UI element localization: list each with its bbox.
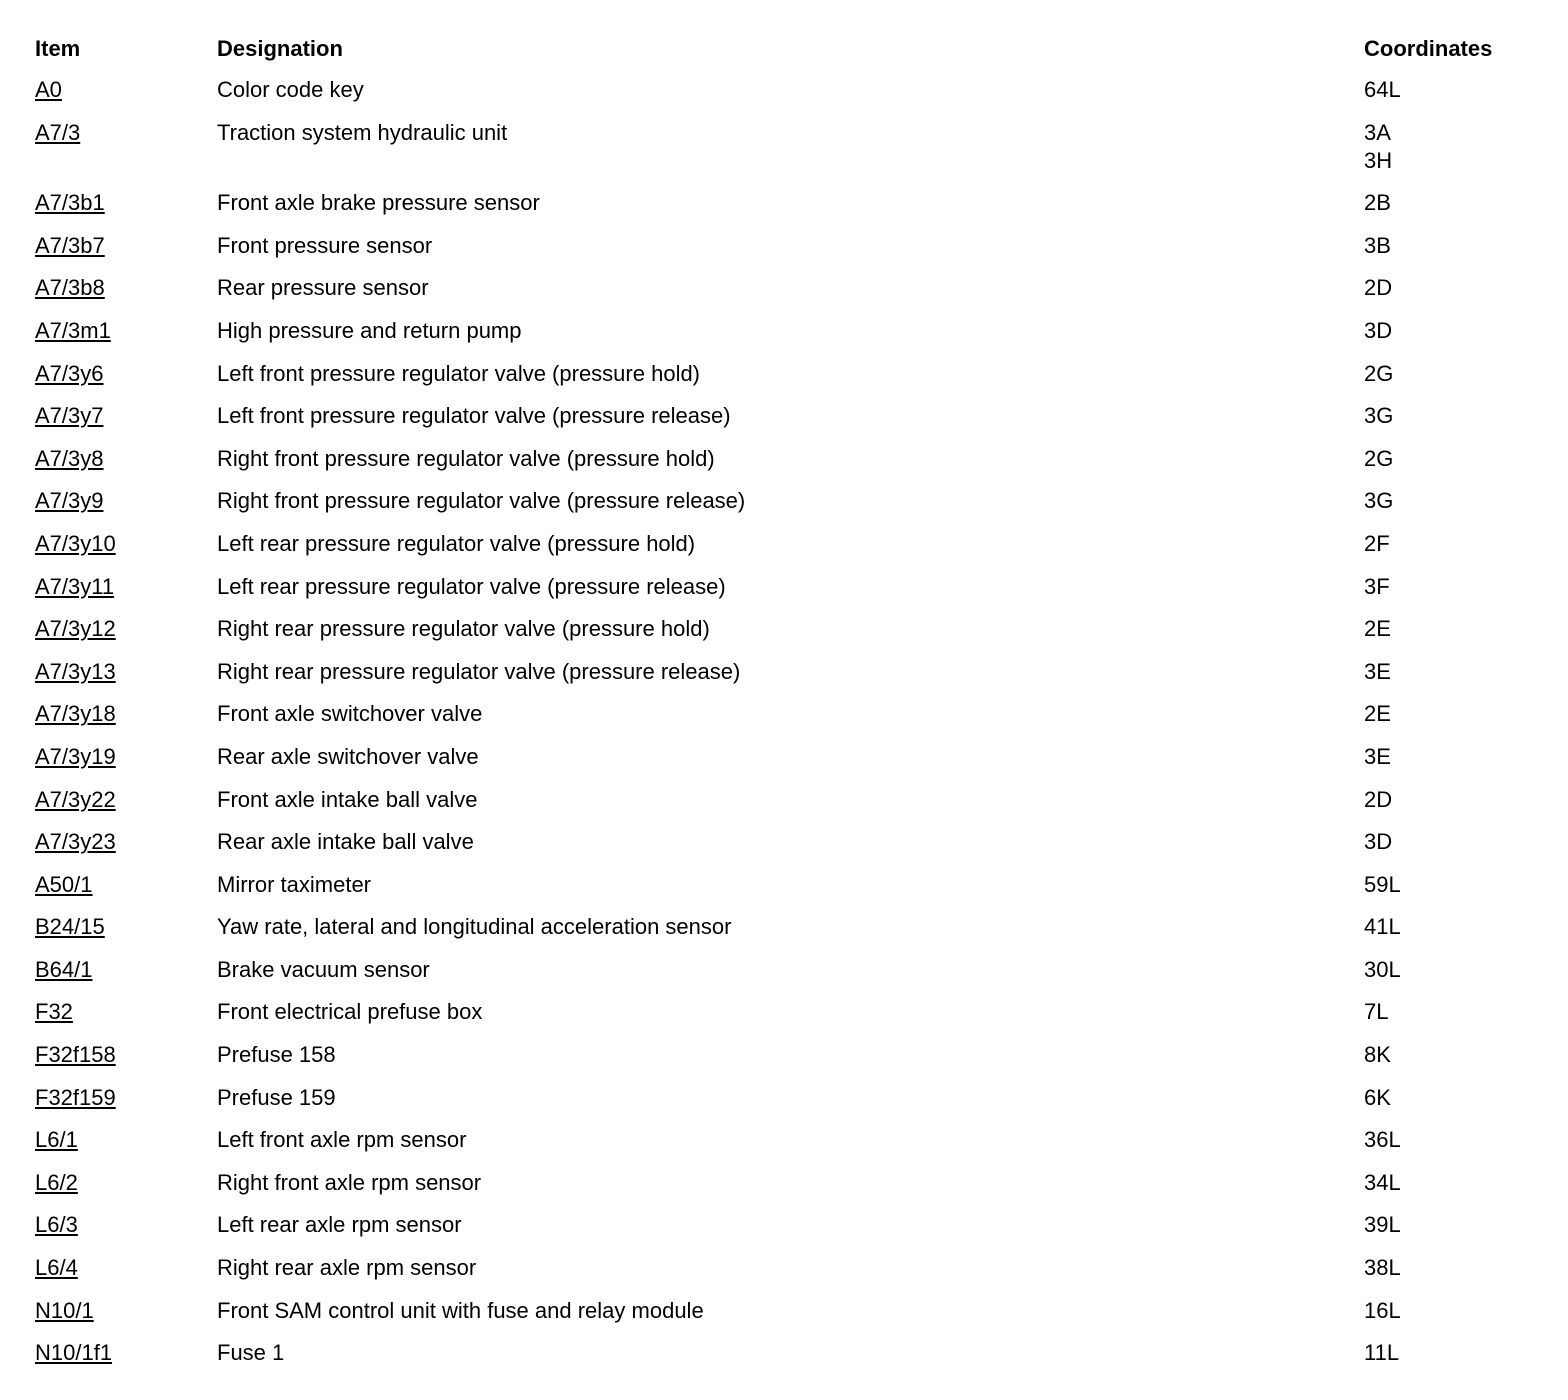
coordinates-cell <box>1364 615 1391 643</box>
table-row <box>0 786 1568 829</box>
item-link[interactable]: A7/3y19 <box>35 743 116 769</box>
designation-text: Right front pressure regulator valve (pressure release) <box>217 488 746 514</box>
designation-text: Right front pressure regulator valve (pressure hold) <box>217 445 715 471</box>
item-link[interactable]: A7/3b8 <box>35 275 105 301</box>
item-link[interactable]: A7/3 <box>35 119 81 145</box>
coordinate-value: 41L <box>1364 914 1401 940</box>
item-link[interactable]: L6/1 <box>35 1127 78 1153</box>
coordinates-cell <box>1364 1126 1401 1154</box>
item-link[interactable]: A7/3y18 <box>35 701 116 727</box>
table-row <box>0 743 1568 786</box>
coordinates-cell <box>1364 1297 1401 1325</box>
item-link[interactable]: A7/3y10 <box>35 530 116 556</box>
table-row <box>0 530 1568 573</box>
coordinate-value: 34L <box>1364 1169 1401 1195</box>
designation-text: Yaw rate, lateral and longitudinal acceleration sensor <box>217 914 732 940</box>
coordinate-value: 36L <box>1364 1127 1401 1153</box>
coordinate-value: 3G <box>1364 488 1394 514</box>
coordinate-value: 3E <box>1364 743 1391 769</box>
item-link[interactable]: B24/15 <box>35 914 105 940</box>
coordinate-value: 3G <box>1364 403 1394 429</box>
coordinate-value: 3D <box>1364 317 1393 343</box>
coordinates-cell <box>1364 189 1391 217</box>
header-designation: Designation <box>217 36 343 61</box>
item-link[interactable]: A7/3y11 <box>35 573 115 599</box>
table-row <box>0 76 1568 119</box>
coordinate-value: 59L <box>1364 871 1401 897</box>
coordinates-cell <box>1364 232 1391 260</box>
coordinates-cell <box>1364 487 1393 515</box>
designation-text: Front SAM control unit with fuse and relay module <box>217 1297 704 1323</box>
designation-text: High pressure and return pump <box>217 317 522 343</box>
designation-text: Fuse 1 <box>217 1340 285 1366</box>
header-coordinates: Coordinates <box>1364 36 1493 61</box>
coordinate-value: 38L <box>1364 1255 1401 1281</box>
designation-text: Left rear pressure regulator valve (pressure release) <box>217 573 726 599</box>
coordinates-cell <box>1364 1084 1391 1112</box>
table-row <box>0 317 1568 360</box>
coordinate-value: 3A <box>1364 119 1391 145</box>
item-link[interactable]: A7/3y7 <box>35 403 104 429</box>
coordinate-value: 2E <box>1364 701 1391 727</box>
coordinates-cell <box>1364 119 1392 175</box>
coordinate-value: 2G <box>1364 445 1394 471</box>
designation-text: Left front axle rpm sensor <box>217 1127 467 1153</box>
coordinate-value: 3E <box>1364 658 1391 684</box>
item-link[interactable]: A7/3y23 <box>35 829 116 855</box>
table-row <box>0 1297 1568 1340</box>
item-link[interactable]: L6/4 <box>35 1255 78 1281</box>
designation-text: Right rear axle rpm sensor <box>217 1255 477 1281</box>
designation-text: Mirror taximeter <box>217 871 372 897</box>
coordinates-cell <box>1364 445 1393 473</box>
table-row <box>0 1169 1568 1212</box>
designation-text: Front axle intake ball valve <box>217 786 478 812</box>
coordinate-value: 2D <box>1364 275 1393 301</box>
coordinate-value: 8K <box>1364 1042 1391 1068</box>
header-item: Item <box>35 36 81 61</box>
item-link[interactable]: A7/3y22 <box>35 786 116 812</box>
coordinates-cell <box>1364 786 1392 814</box>
coordinates-cell <box>1364 317 1392 345</box>
table-row <box>0 658 1568 701</box>
item-link[interactable]: F32f159 <box>35 1084 116 1110</box>
coordinate-value: 2G <box>1364 360 1394 386</box>
designation-text: Brake vacuum sensor <box>217 956 430 982</box>
coordinate-value: 11L <box>1364 1340 1400 1366</box>
coordinates-cell <box>1364 913 1401 941</box>
item-link[interactable]: A0 <box>35 77 62 102</box>
coordinate-value: 6K <box>1364 1084 1391 1110</box>
table-row <box>0 445 1568 488</box>
coordinates-cell <box>1364 1041 1391 1069</box>
table-row <box>0 402 1568 445</box>
table-row <box>0 1254 1568 1297</box>
designation-text: Prefuse 159 <box>217 1084 336 1110</box>
table-row <box>0 573 1568 616</box>
designation-text: Color code key <box>217 77 364 102</box>
coordinates-cell <box>1364 76 1401 104</box>
coordinates-cell <box>1364 998 1388 1026</box>
coordinates-cell <box>1364 1254 1401 1282</box>
table-row <box>0 1339 1568 1382</box>
item-link[interactable]: A7/3y12 <box>35 616 116 642</box>
coordinate-value: 2F <box>1364 530 1390 556</box>
item-link[interactable]: A7/3y9 <box>35 488 104 514</box>
item-link[interactable]: A7/3b7 <box>35 232 105 258</box>
table-row <box>0 1126 1568 1169</box>
item-link[interactable]: N10/1 <box>35 1297 94 1323</box>
table-row <box>0 360 1568 403</box>
designation-text: Left rear axle rpm sensor <box>217 1212 462 1238</box>
designation-text: Left rear pressure regulator valve (pressure hold) <box>217 530 696 556</box>
coordinates-cell <box>1364 1339 1399 1367</box>
coordinate-value: 3H <box>1364 147 1393 173</box>
designation-text: Left front pressure regulator valve (pressure hold) <box>217 360 701 386</box>
coordinate-value: 64L <box>1364 77 1401 102</box>
designation-text: Right front axle rpm sensor <box>217 1169 482 1195</box>
designation-text: Prefuse 158 <box>217 1042 336 1068</box>
table-header <box>0 34 1568 64</box>
coordinates-cell <box>1364 360 1393 388</box>
designation-text: Traction system hydraulic unit <box>217 119 508 145</box>
designation-text: Right rear pressure regulator valve (pressure release) <box>217 658 741 684</box>
table-row <box>0 828 1568 871</box>
item-link[interactable]: A50/1 <box>35 871 93 897</box>
table-row <box>0 615 1568 658</box>
coordinates-cell <box>1364 871 1401 899</box>
coordinate-value: 16L <box>1364 1297 1401 1323</box>
item-link[interactable]: A7/3b1 <box>35 190 105 216</box>
item-link[interactable]: A7/3m1 <box>35 317 111 343</box>
coordinate-value: 2E <box>1364 616 1391 642</box>
item-link[interactable]: L6/2 <box>35 1169 78 1195</box>
coordinate-value: 2D <box>1364 786 1393 812</box>
designation-text: Right rear pressure regulator valve (pressure hold) <box>217 616 710 642</box>
table-row <box>0 1041 1568 1084</box>
designation-text: Left front pressure regulator valve (pressure release) <box>217 403 731 429</box>
designation-text: Front electrical prefuse box <box>217 999 483 1025</box>
coordinates-cell <box>1364 573 1390 601</box>
table-row <box>0 871 1568 914</box>
table-row <box>0 913 1568 956</box>
table-row <box>0 1211 1568 1254</box>
item-link[interactable]: B64/1 <box>35 956 93 982</box>
item-link[interactable]: L6/3 <box>35 1212 78 1238</box>
coordinate-value: 7L <box>1364 999 1389 1025</box>
table-row <box>0 998 1568 1041</box>
designation-text: Rear axle switchover valve <box>217 743 479 769</box>
designation-text: Rear axle intake ball valve <box>217 829 474 855</box>
designation-text: Front axle brake pressure sensor <box>217 190 540 216</box>
coordinates-cell <box>1364 1211 1401 1239</box>
coordinate-value: 3B <box>1364 232 1391 258</box>
item-link[interactable]: A7/3y13 <box>35 658 116 684</box>
item-link[interactable]: A7/3y8 <box>35 445 104 471</box>
designation-text: Rear pressure sensor <box>217 275 429 301</box>
coordinates-cell <box>1364 658 1391 686</box>
item-link[interactable]: F32f158 <box>35 1042 116 1068</box>
table-row <box>0 700 1568 743</box>
coordinate-value: 3D <box>1364 829 1393 855</box>
coordinates-cell <box>1364 828 1392 856</box>
table-row <box>0 189 1568 232</box>
table-row <box>0 119 1568 190</box>
coordinates-cell <box>1364 1169 1401 1197</box>
coordinates-cell <box>1364 402 1393 430</box>
table-row <box>0 487 1568 530</box>
table-body <box>0 76 1568 1382</box>
coordinates-cell <box>1364 530 1390 558</box>
table-row <box>0 232 1568 275</box>
designation-text: Front axle switchover valve <box>217 701 483 727</box>
item-link[interactable]: F32 <box>35 999 73 1025</box>
coordinates-cell <box>1364 274 1392 302</box>
table-row <box>0 1084 1568 1127</box>
item-link[interactable]: A7/3y6 <box>35 360 104 386</box>
coordinate-value: 30L <box>1364 956 1401 982</box>
table-row <box>0 274 1568 317</box>
coordinates-cell <box>1364 956 1401 984</box>
designation-text: Front pressure sensor <box>217 232 433 258</box>
coordinates-cell <box>1364 743 1391 771</box>
coordinates-cell <box>1364 700 1391 728</box>
table-row <box>0 956 1568 999</box>
coordinate-value: 39L <box>1364 1212 1401 1238</box>
item-link[interactable]: N10/1f1 <box>35 1340 113 1366</box>
coordinate-value: 3F <box>1364 573 1390 599</box>
coordinate-value: 2B <box>1364 190 1391 216</box>
